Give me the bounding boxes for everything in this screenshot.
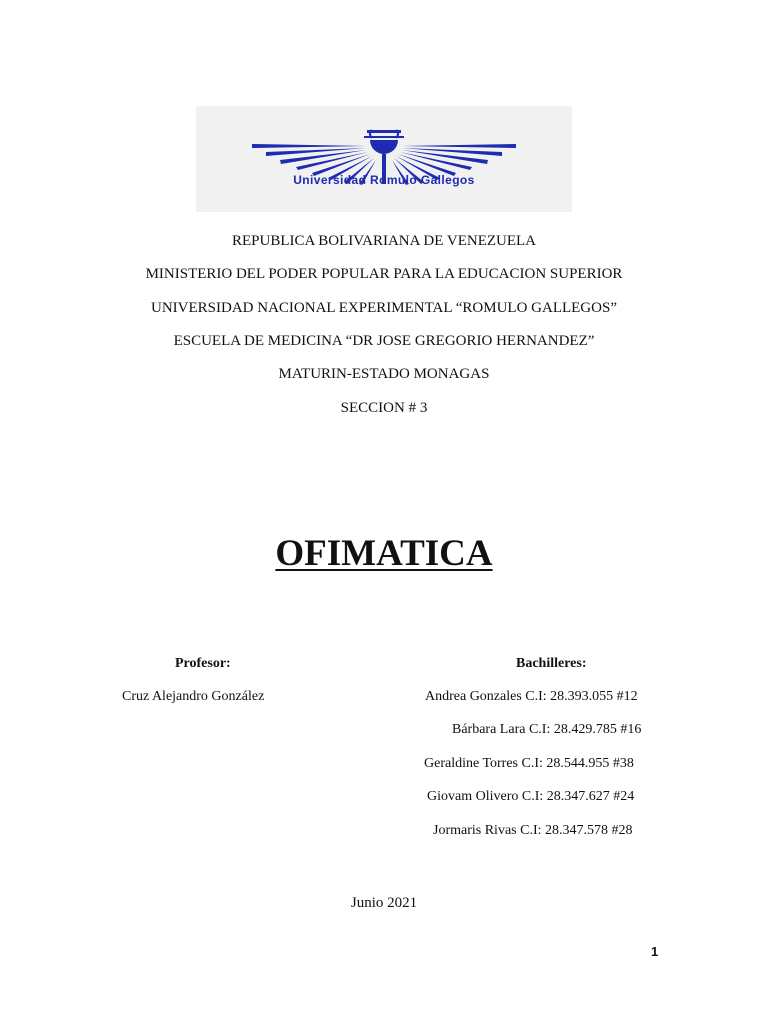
document-title: OFIMATICA [275, 533, 493, 574]
student-item: Geraldine Torres C.I: 28.544.955 #38 [424, 756, 634, 771]
header-line-section: SECCION # 3 [340, 400, 428, 416]
profesor-label: Profesor: [175, 656, 231, 671]
student-item: Giovam Olivero C.I: 28.347.627 #24 [427, 789, 635, 804]
university-logo [196, 106, 572, 212]
document-date: Junio 2021 [350, 895, 418, 911]
page-number: 1 [651, 944, 659, 959]
logo-text: Universidad Romulo Gallegos [293, 173, 475, 187]
student-item: Bárbara Lara C.I: 28.429.785 #16 [452, 722, 642, 737]
header-line-university: UNIVERSIDAD NACIONAL EXPERIMENTAL “ROMULO GALLEGOS” [151, 300, 617, 316]
header-line-school: ESCUELA DE MEDICINA “DR JOSE GREGORIO HERNANDEZ” [173, 333, 595, 349]
header-line-country: REPUBLICA BOLIVARIANA DE VENEZUELA [231, 233, 537, 249]
header-line-ministry: MINISTERIO DEL PODER POPULAR PARA LA EDUCACION SUPERIOR [145, 266, 623, 282]
header-line-location: MATURIN-ESTADO MONAGAS [278, 366, 490, 382]
profesor-name: Cruz Alejandro González [122, 689, 265, 704]
bachilleres-label: Bachilleres: [516, 656, 587, 671]
winged-emblem-icon [196, 106, 572, 212]
student-item: Andrea Gonzales C.I: 28.393.055 #12 [425, 689, 638, 704]
student-item: Jormaris Rivas C.I: 28.347.578 #28 [433, 823, 633, 838]
